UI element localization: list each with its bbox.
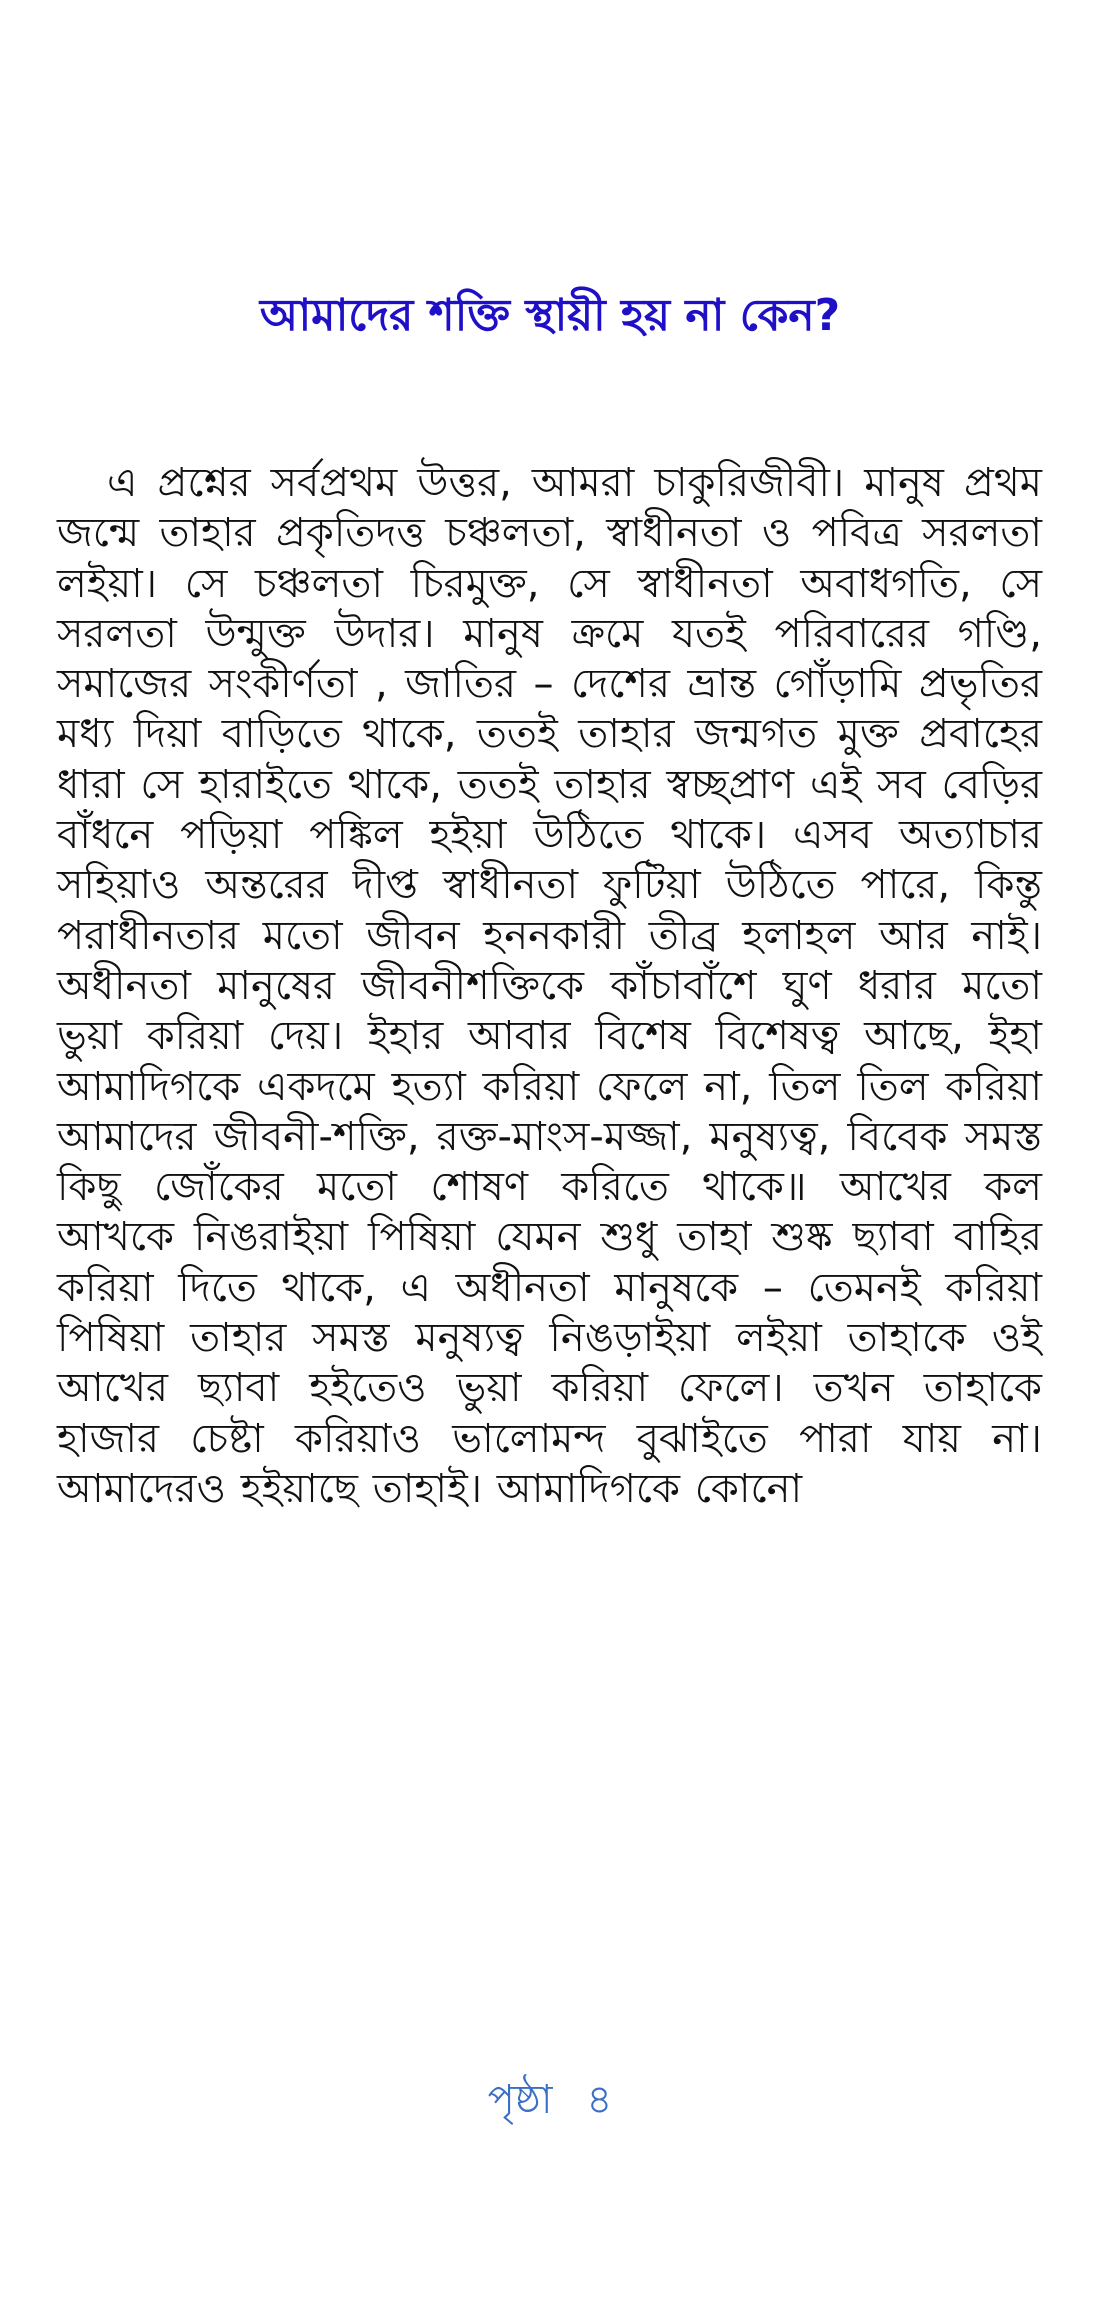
page-label: পৃষ্ঠা xyxy=(487,2077,553,2123)
page-number: ৪ xyxy=(586,2077,613,2123)
page-footer xyxy=(0,2072,1100,2128)
body-paragraph: এ প্রশ্নের সর্বপ্রথম উত্তর, আমরা চাকুরিজীবী। মানুষ প্রথম জন্মে তাহার প্রকৃতিদত্ত চঞ্চলতা, স্বাধীনতা ও পবিত্র সরলতা লইয়া। সে চঞ্চলতা চিরমুক্ত, সে স্বাধীনতা অবাধগতি, সে সরলতা উন্মুক্ত উদার। মানুষ ক্রমে যতই পরিবারের গণ্ডি, সমাজের সংকীর্ণতা , জাতির – দেশের ভ্রান্ত গোঁড়ামি প্রভৃতির মধ্য দিয়া বাড়িতে থাকে, ততই তাহার জন্মগত মুক্ত প্রবাহের ধারা সে হারাইতে থাকে, ততই তাহার স্বচ্ছপ্রাণ এই সব বেড়ির বাঁধনে পড়িয়া পঙ্কিল হইয়া উঠিতে থাকে। এসব অত্যাচার সহিয়াও অন্তরের দীপ্ত স্বাধীনতা ফুটিয়া উঠিতে পারে, কিন্তু পরাধীনতার মতো জীবন হননকারী তীব্র হলাহল আর নাই। অধীনতা মানুষের জীবনীশক্তিকে কাঁচাবাঁশে ঘুণ ধরার মতো ভুয়া করিয়া দেয়। ইহার আবার বিশেষ বিশেষত্ব আছে, ইহা আমাদিগকে একদমে হত্যা করিয়া ফেলে না, তিল তিল করিয়া আমাদের জীবনী-শক্তি, রক্ত-মাংস-মজ্জা, মনুষ্যত্ব, বিবেক সমস্ত কিছু জোঁকের মতো শোষণ করিতে থাকে॥ আখের কল আখকে নিঙরাইয়া পিষিয়া যেমন শুধু তাহা শুষ্ক ছ্যাবা বাহির করিয়া দিতে থাকে, এ অধীনতা মানুষকে – তেমনই করিয়া পিষিয়া তাহার সমস্ত মনুষ্যত্ব নিঙড়াইয়া লইয়া তাহাকে ওই আখের ছ্যাবা হইতেও ভুয়া করিয়া ফেলে। তখন তাহাকে হাজার চেষ্টা করিয়াও ভালোমন্দ বুঝাইতে পারা যায় না। আমাদেরও হইয়াছে তাহাই। আমাদিগকে কোনো xyxy=(57,460,1042,1512)
page-title: আমাদের শক্তি স্থায়ী হয় না কেন? xyxy=(259,290,841,341)
